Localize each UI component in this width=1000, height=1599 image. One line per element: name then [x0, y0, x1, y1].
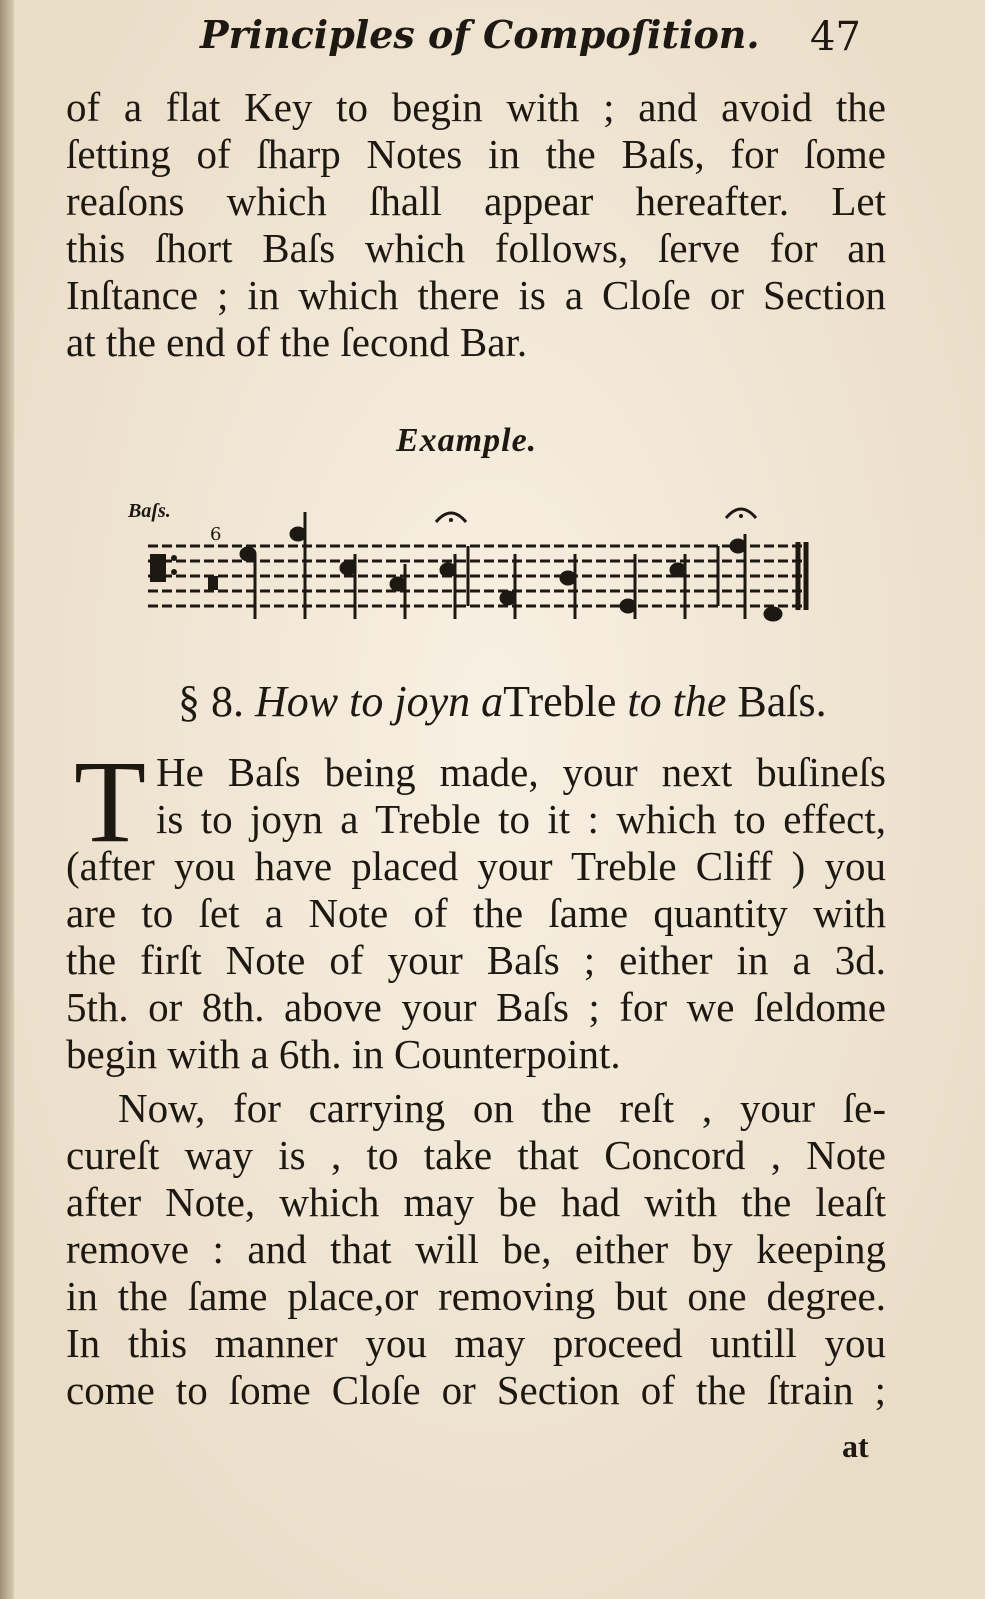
- bass-staff-example: [118, 494, 818, 634]
- text-line: in the ſame place,or removing but one degree.: [66, 1273, 886, 1319]
- text-line: after Note, which may be had with the leaſt: [66, 1179, 886, 1225]
- text-line: (after you have placed your Treble Cliff ) you: [66, 843, 886, 889]
- text-line: In this manner you may proceed untill you: [66, 1320, 886, 1366]
- text-line: cureſt way is , to take that Concord , Note: [66, 1132, 886, 1178]
- bass-clef-icon: [150, 554, 177, 582]
- text-line: ſetting of ſharp Notes in the Baſs, for ſome: [66, 131, 886, 177]
- section-title-part: to the: [627, 677, 727, 726]
- svg-text:6: 6: [210, 524, 222, 545]
- section-title-part: Baſs.: [737, 677, 827, 726]
- text-line: He Baſs being made, your next buſineſs: [156, 749, 886, 795]
- text-line: Inſtance ; in which there is a Cloſe or Section: [66, 272, 886, 318]
- section-title-part: How to joyn a: [255, 677, 504, 726]
- text-line: Now, for carrying on the reſt , your ſe-: [118, 1085, 886, 1131]
- page-gutter: [0, 0, 14, 1599]
- text-line: remove : and that will be, either by keeping: [66, 1226, 886, 1272]
- running-title: Principles of Compoſition.: [200, 12, 760, 57]
- text-line: are to ſet a Note of the ſame quantity with: [66, 890, 886, 936]
- example-label: Example.: [396, 422, 538, 459]
- text-line: begin with a 6th. in Counterpoint.: [66, 1031, 621, 1077]
- catchword: at: [842, 1428, 869, 1464]
- flat-sign-icon: [208, 524, 221, 590]
- text-line: come to ſome Cloſe or Section of the ſtrain ;: [66, 1367, 886, 1413]
- fermata-dot-icon: [739, 514, 743, 518]
- section-heading: [178, 676, 827, 727]
- drop-cap: T: [74, 736, 147, 867]
- staff-label: Baſs.: [128, 500, 171, 522]
- text-line: 5th. or 8th. above your Baſs ; for we ſeldome: [66, 984, 886, 1030]
- section-title-part: Treble: [503, 677, 617, 726]
- text-line: reaſons which ſhall appear hereafter. Let: [66, 178, 886, 224]
- notes: [241, 512, 781, 620]
- page-number: 47: [810, 14, 861, 60]
- page-header: [0, 10, 985, 70]
- text-line: this ſhort Baſs which follows, ſerve for an: [66, 225, 886, 271]
- text-line: the firſt Note of your Baſs ; either in a 3d.: [66, 937, 886, 983]
- text-line: of a flat Key to begin with ; and avoid the: [66, 84, 886, 130]
- text-line: is to joyn a Treble to it : which to effect,: [156, 796, 886, 842]
- section-number: § 8.: [178, 677, 244, 726]
- fermata-dot-icon: [449, 518, 453, 522]
- text-line: at the end of the ſecond Bar.: [66, 319, 528, 365]
